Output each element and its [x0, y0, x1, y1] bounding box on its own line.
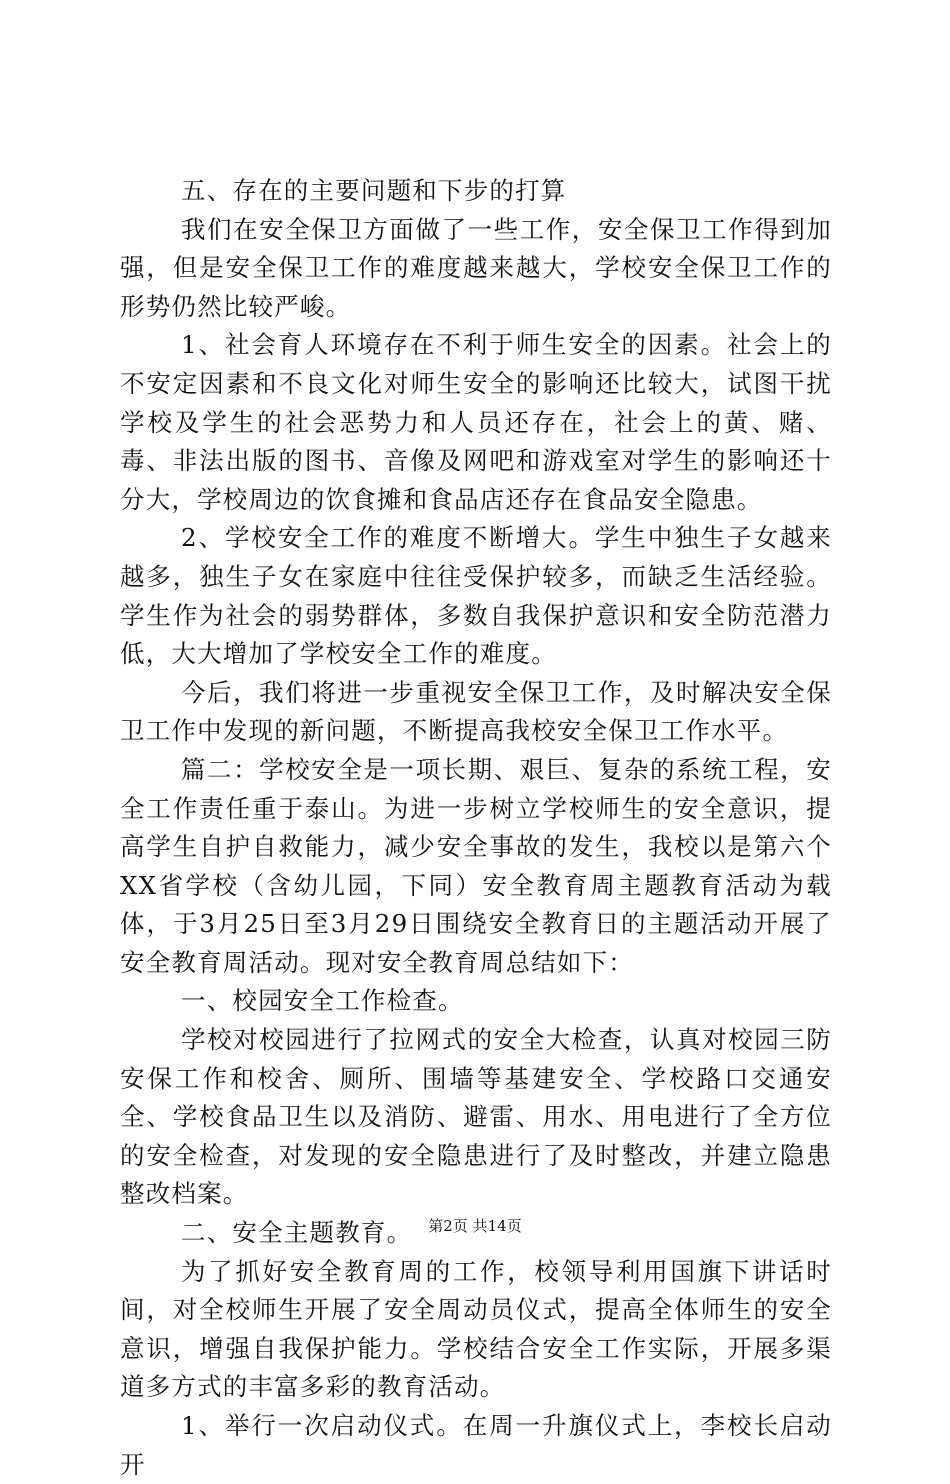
section-heading-theme-education: 二、安全主题教育。 [181, 1218, 413, 1248]
paragraph-security-work: 我们在安全保卫方面做了一些工作，安全保卫工作得到加强，但是安全保卫工作的难度越来越大，学校安全保卫工作的形势仍然比较严峻。 [120, 214, 832, 321]
paragraph-launch-ceremony: 1、举行一次启动仪式。在周一升旗仪式上，李校长启动开 [120, 1411, 832, 1479]
section-heading-problems: 五、存在的主要问题和下步的打算 [181, 176, 567, 205]
paragraph-part-two-intro: 篇二：学校安全是一项长期、艰巨、复杂的系统工程，安全工作责任重于泰山。为进一步树立学校师生的安全意识，提高学生自护自救能力，减少安全事故的发生，我校以是第六个XX省学校（含幼儿园，下同）安全教育周主题教育活动为载体，于3月25日至3月29日围绕安全教育日的主题活动开展了安全教育周活动。现对安全教育周总结如下： [120, 754, 832, 977]
paragraph-theme-education: 为了抓好安全教育周的工作，校领导利用国旗下讲话时间，对全校师生开展了安全周动员仪式，提高全体师生的安全意识，增强自我保护能力。学校结合安全工作实际，开展多渠道多方式的丰富多彩的教育活动。 [120, 1256, 832, 1402]
paragraph-future-plan: 今后，我们将进一步重视安全保卫工作，及时解决安全保卫工作中发现的新问题，不断提高我校安全保卫工作水平。 [120, 677, 832, 746]
paragraph-campus-inspection: 学校对校园进行了拉网式的安全大检查，认真对校园三防安保工作和校舍、厕所、围墙等基建安全、学校路口交通安全、学校食品卫生以及消防、避雷、用水、用电进行了全方位的安全检查，对发现的安全隐患进行了及时整改，并建立隐患整改档案。 [120, 1025, 832, 1209]
paragraph-social-environment: 1、社会育人环境存在不利于师生安全的因素。社会上的不安定因素和不良文化对师生安全的影响还比较大，试图干扰学校及学生的社会恶势力和人员还存在，社会上的黄、赌、毒、非法出版的图书、音像及网吧和游戏室对学生的影响还十分大，学校周边的饮食摊和食品店还存在食品安全隐患。 [120, 330, 832, 514]
document-body [120, 172, 832, 1484]
section-heading-campus-inspection: 一、校园安全工作检查。 [181, 986, 464, 1016]
page-number-footer: 第2页 共14页 [428, 1217, 522, 1235]
paragraph-difficulty-increase: 2、学校安全工作的难度不断增大。学生中独生子女越来越多，独生子女在家庭中往往受保护较多，而缺乏生活经验。学生作为社会的弱势群体，多数自我保护意识和安全防范潜力低，大大增加了学校安全工作的难度。 [120, 523, 832, 669]
